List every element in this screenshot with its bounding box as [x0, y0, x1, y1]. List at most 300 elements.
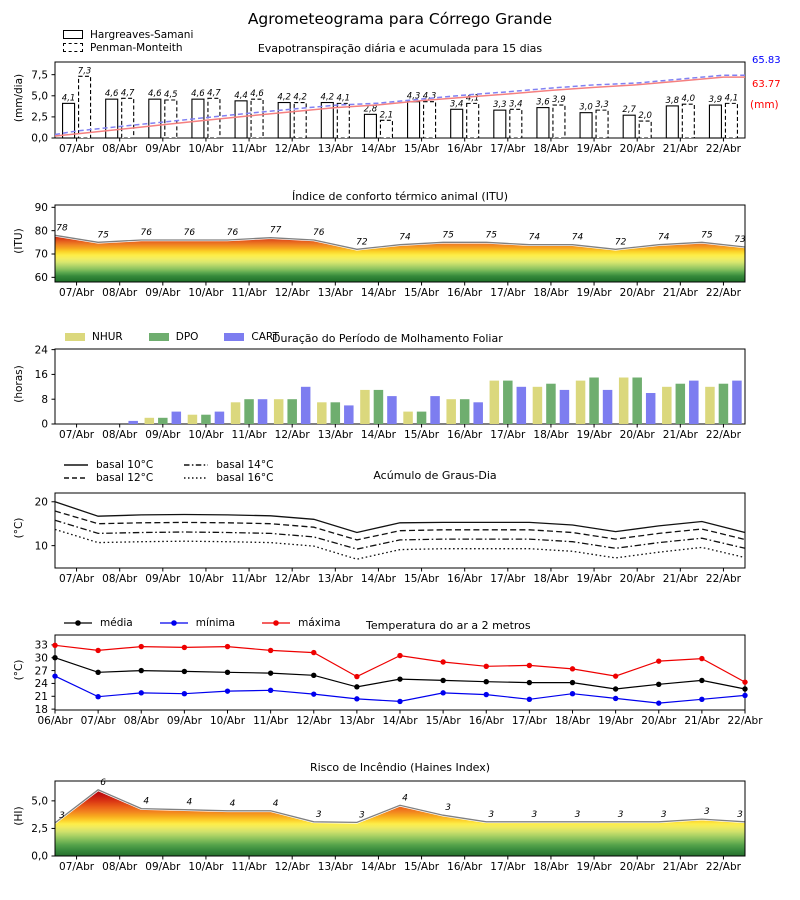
evapo-bar: [278, 103, 290, 138]
svg-text:78: 78: [56, 223, 68, 234]
svg-text:19/Abr: 19/Abr: [598, 715, 634, 727]
evapo-bar: [580, 113, 592, 138]
hargreaves-swatch-icon: [63, 30, 83, 39]
svg-text:3: 3: [737, 809, 743, 820]
molhamento-bar-nhur: [317, 402, 327, 424]
molhamento-bar-nhur: [490, 381, 500, 424]
chart-temperatura-ylabel: (°C): [13, 659, 25, 681]
svg-text:0,0: 0,0: [31, 850, 48, 863]
svg-text:3,3: 3,3: [595, 100, 609, 111]
dashed-line-icon: [63, 473, 89, 483]
svg-text:09/Abr: 09/Abr: [145, 861, 181, 873]
molhamento-bar-cart: [689, 381, 699, 424]
temp-point: [613, 673, 618, 678]
svg-text:73: 73: [734, 235, 746, 245]
molhamento-bar-cart: [344, 405, 354, 424]
svg-text:4,3: 4,3: [406, 91, 421, 102]
evapo-bar: [510, 109, 522, 138]
temp-point: [139, 668, 144, 673]
svg-text:0: 0: [41, 418, 48, 431]
svg-text:13/Abr: 13/Abr: [339, 715, 375, 727]
temp-point: [225, 670, 230, 675]
evapo-bar: [337, 103, 349, 138]
evapo-bar: [380, 120, 392, 138]
chart-itu: [35, 202, 746, 299]
temp-point: [440, 659, 445, 664]
svg-text:24: 24: [34, 678, 48, 691]
temp-point: [699, 678, 704, 683]
temp-point: [570, 680, 575, 685]
svg-text:19/Abr: 19/Abr: [576, 861, 612, 873]
evapo-bar: [537, 108, 549, 138]
svg-text:12/Abr: 12/Abr: [274, 143, 310, 155]
svg-text:14/Abr: 14/Abr: [382, 715, 418, 727]
svg-text:3,3: 3,3: [493, 100, 507, 111]
svg-text:4,2: 4,2: [277, 92, 291, 103]
legend-item-dpo: [149, 331, 199, 343]
svg-text:5,0: 5,0: [31, 90, 48, 103]
svg-text:4,1: 4,1: [724, 93, 739, 104]
svg-text:12/Abr: 12/Abr: [296, 715, 332, 727]
svg-text:18: 18: [34, 703, 48, 716]
temp-point: [613, 696, 618, 701]
molhamento-bar-nhur: [576, 381, 586, 424]
evapo-bar: [79, 76, 91, 138]
temp-point: [742, 679, 747, 684]
svg-text:27: 27: [34, 665, 48, 678]
temp-point: [440, 690, 445, 695]
svg-text:90: 90: [34, 202, 48, 215]
svg-text:16/Abr: 16/Abr: [468, 715, 504, 727]
svg-text:4,1: 4,1: [465, 93, 480, 104]
svg-text:22/Abr: 22/Abr: [727, 715, 763, 727]
chart-evapo-title: Evapotranspiração diária e acumulada para 15 dias: [257, 42, 543, 55]
temp-point: [354, 696, 359, 701]
svg-text:30: 30: [34, 652, 48, 665]
evapo-bar: [494, 110, 506, 138]
temp-point: [52, 643, 57, 648]
legend-item-basal14: [183, 458, 273, 471]
svg-text:3,6: 3,6: [536, 97, 550, 108]
svg-text:12/Abr: 12/Abr: [274, 429, 310, 441]
temp-point: [699, 697, 704, 702]
svg-text:3: 3: [574, 809, 581, 820]
temp-point: [139, 644, 144, 649]
svg-text:15/Abr: 15/Abr: [404, 573, 440, 585]
temp-point: [397, 676, 402, 681]
molhamento-bar-nhur: [360, 390, 370, 424]
svg-text:11/Abr: 11/Abr: [231, 287, 267, 299]
temp-point: [699, 656, 704, 661]
svg-text:08/Abr: 08/Abr: [102, 287, 138, 299]
evapo-bar: [666, 106, 678, 138]
chart-evapo: [31, 62, 745, 155]
legend-label: CART: [251, 331, 279, 343]
svg-text:22/Abr: 22/Abr: [705, 573, 741, 585]
svg-text:17/Abr: 17/Abr: [490, 429, 526, 441]
svg-text:21/Abr: 21/Abr: [662, 143, 698, 155]
chart-temperatura-legend: [63, 617, 341, 629]
temp-point: [440, 678, 445, 683]
cumulative-unit-label: (mm): [750, 99, 779, 111]
svg-text:4,6: 4,6: [104, 89, 119, 100]
svg-text:16/Abr: 16/Abr: [447, 287, 483, 299]
svg-text:20/Abr: 20/Abr: [619, 429, 655, 441]
svg-text:4,6: 4,6: [250, 89, 264, 100]
svg-text:20/Abr: 20/Abr: [619, 573, 655, 585]
temp-point: [182, 669, 187, 674]
svg-text:75: 75: [701, 230, 713, 241]
svg-text:76: 76: [183, 228, 196, 238]
molhamento-bar-cart: [172, 412, 182, 424]
svg-text:75: 75: [485, 230, 497, 241]
evapo-bar: [596, 110, 608, 138]
evapo-bar: [725, 103, 737, 138]
svg-text:21/Abr: 21/Abr: [662, 861, 698, 873]
svg-text:20: 20: [34, 496, 48, 509]
svg-text:06/Abr: 06/Abr: [37, 715, 73, 727]
molhamento-bar-dpo: [374, 390, 384, 424]
evapo-bar: [467, 103, 479, 138]
svg-text:09/Abr: 09/Abr: [166, 715, 202, 727]
svg-text:76: 76: [226, 228, 239, 238]
svg-text:10/Abr: 10/Abr: [188, 861, 224, 873]
svg-text:22/Abr: 22/Abr: [705, 143, 741, 155]
molhamento-bar-dpo: [719, 384, 729, 424]
svg-text:80: 80: [34, 225, 48, 238]
svg-text:7,3: 7,3: [77, 66, 92, 77]
svg-text:07/Abr: 07/Abr: [59, 429, 95, 441]
svg-text:09/Abr: 09/Abr: [145, 429, 181, 441]
svg-text:75: 75: [442, 230, 454, 241]
chart-molhamento-title: Duração do Período de Molhamento Foliar: [272, 332, 503, 345]
svg-text:12/Abr: 12/Abr: [274, 573, 310, 585]
maxima-marker-icon: [261, 618, 291, 628]
evapo-bar: [682, 104, 694, 138]
legend-label: basal 16°C: [216, 471, 274, 484]
svg-text:15/Abr: 15/Abr: [425, 715, 461, 727]
temp-point: [52, 673, 57, 678]
svg-text:4,7: 4,7: [120, 88, 135, 99]
svg-text:3: 3: [59, 810, 65, 821]
evapo-bar: [165, 100, 177, 138]
svg-text:10/Abr: 10/Abr: [188, 429, 224, 441]
temp-point: [311, 691, 316, 696]
graus-line: [55, 520, 745, 549]
molhamento-bar-dpo: [676, 384, 686, 424]
svg-text:4,1: 4,1: [61, 93, 76, 104]
legend-label: NHUR: [92, 331, 123, 343]
legend-label: basal 12°C: [96, 471, 154, 484]
svg-text:2,1: 2,1: [379, 110, 394, 121]
svg-text:21: 21: [34, 690, 48, 703]
legend-item-minima: [159, 617, 235, 629]
svg-text:21/Abr: 21/Abr: [684, 715, 720, 727]
svg-text:14/Abr: 14/Abr: [360, 429, 396, 441]
svg-text:74: 74: [528, 232, 541, 243]
svg-text:16/Abr: 16/Abr: [447, 573, 483, 585]
chart-evapo-legend: [63, 28, 193, 54]
svg-text:14/Abr: 14/Abr: [360, 287, 396, 299]
svg-text:18/Abr: 18/Abr: [533, 573, 569, 585]
temp-point: [95, 648, 100, 653]
temp-point: [484, 692, 489, 697]
svg-text:08/Abr: 08/Abr: [102, 861, 138, 873]
svg-text:0,0: 0,0: [31, 132, 48, 145]
molhamento-bar-dpo: [244, 399, 254, 424]
temp-point: [139, 690, 144, 695]
chart-molhamento: [35, 344, 745, 441]
chart-itu-title: Índice de conforto térmico animal (ITU): [291, 190, 509, 203]
temp-point: [484, 679, 489, 684]
evapo-bar: [709, 105, 721, 138]
graus-line: [55, 502, 745, 533]
temp-point: [95, 694, 100, 699]
svg-text:77: 77: [269, 225, 282, 236]
svg-text:20/Abr: 20/Abr: [619, 143, 655, 155]
nhur-swatch-icon: [65, 333, 85, 341]
svg-text:3: 3: [531, 809, 538, 820]
svg-text:15/Abr: 15/Abr: [404, 429, 440, 441]
svg-text:3,4: 3,4: [509, 99, 523, 110]
legend-label: Hargreaves-Samani: [90, 28, 194, 41]
svg-text:07/Abr: 07/Abr: [59, 573, 95, 585]
svg-text:7,5: 7,5: [31, 69, 48, 82]
svg-text:16/Abr: 16/Abr: [447, 429, 483, 441]
svg-text:4,7: 4,7: [207, 88, 221, 99]
svg-text:15/Abr: 15/Abr: [404, 143, 440, 155]
svg-text:3,9: 3,9: [708, 95, 723, 106]
svg-text:72: 72: [614, 237, 627, 248]
svg-text:4: 4: [402, 793, 408, 804]
legend-label: basal 10°C: [96, 458, 154, 471]
evapo-bar: [451, 109, 463, 138]
svg-text:12/Abr: 12/Abr: [274, 861, 310, 873]
temp-point: [484, 664, 489, 669]
svg-text:21/Abr: 21/Abr: [662, 573, 698, 585]
legend-item-basal16: [183, 471, 273, 484]
legend-label: DPO: [175, 331, 199, 343]
dashdot-line-icon: [183, 460, 209, 470]
molhamento-bar-cart: [215, 412, 225, 424]
molhamento-bar-cart: [473, 402, 483, 424]
svg-text:8: 8: [41, 393, 48, 406]
legend-item-nhur: [65, 331, 123, 343]
molhamento-bar-cart: [517, 387, 527, 424]
svg-text:11/Abr: 11/Abr: [231, 143, 267, 155]
minima-marker-icon: [159, 618, 189, 628]
temp-point: [354, 684, 359, 689]
svg-text:74: 74: [658, 232, 670, 243]
svg-text:20/Abr: 20/Abr: [619, 287, 655, 299]
temp-point: [225, 644, 230, 649]
svg-text:3,8: 3,8: [665, 95, 680, 106]
svg-text:15/Abr: 15/Abr: [404, 287, 440, 299]
chart-haines-ylabel: (HI): [13, 806, 25, 826]
evapo-bar: [235, 101, 247, 138]
molhamento-bar-nhur: [274, 399, 284, 424]
legend-item-penman: [63, 41, 193, 54]
svg-text:4,6: 4,6: [148, 89, 162, 100]
evapo-bar: [623, 115, 635, 138]
svg-text:3: 3: [488, 809, 495, 820]
svg-text:07/Abr: 07/Abr: [59, 287, 95, 299]
penman-cumulative-total: 65.83: [752, 55, 781, 66]
svg-text:19/Abr: 19/Abr: [576, 429, 612, 441]
cart-swatch-icon: [224, 333, 244, 341]
molhamento-bar-dpo: [331, 402, 341, 424]
svg-text:22/Abr: 22/Abr: [705, 429, 741, 441]
molhamento-bar-dpo: [503, 381, 513, 424]
temp-point: [570, 666, 575, 671]
svg-text:3,0: 3,0: [579, 102, 593, 113]
molhamento-bar-dpo: [589, 378, 599, 424]
svg-text:19/Abr: 19/Abr: [576, 573, 612, 585]
svg-text:75: 75: [97, 230, 109, 241]
legend-item-basal12: [63, 471, 153, 484]
temp-point: [311, 650, 316, 655]
svg-text:3: 3: [704, 807, 710, 818]
svg-text:10/Abr: 10/Abr: [188, 143, 224, 155]
chart-temperatura-title: Temperatura do ar a 2 metros: [366, 619, 531, 632]
media-marker-icon: [63, 618, 93, 628]
chart-graus-legend: [63, 458, 273, 484]
svg-text:22/Abr: 22/Abr: [705, 861, 741, 873]
molhamento-bar-nhur: [403, 412, 413, 424]
legend-label: máxima: [298, 617, 341, 629]
molhamento-bar-nhur: [619, 378, 629, 424]
svg-text:60: 60: [34, 272, 48, 285]
svg-text:13/Abr: 13/Abr: [317, 287, 353, 299]
svg-text:5,0: 5,0: [31, 795, 48, 808]
svg-text:14/Abr: 14/Abr: [360, 861, 396, 873]
svg-text:4,1: 4,1: [336, 93, 351, 104]
svg-text:2,5: 2,5: [31, 823, 48, 836]
svg-text:3: 3: [445, 803, 451, 814]
svg-text:4,3: 4,3: [422, 91, 437, 102]
svg-text:20/Abr: 20/Abr: [619, 861, 655, 873]
svg-text:3,9: 3,9: [552, 95, 566, 106]
temp-point: [613, 686, 618, 691]
dpo-swatch-icon: [149, 333, 169, 341]
chart-haines: [31, 778, 745, 873]
svg-text:4,6: 4,6: [191, 89, 205, 100]
svg-text:08/Abr: 08/Abr: [102, 573, 138, 585]
page-title: Agrometeograma para Córrego Grande: [247, 10, 553, 28]
svg-text:18/Abr: 18/Abr: [533, 287, 569, 299]
molhamento-bar-nhur: [446, 399, 456, 424]
svg-text:08/Abr: 08/Abr: [123, 715, 159, 727]
molhamento-bar-cart: [732, 381, 742, 424]
svg-text:10/Abr: 10/Abr: [188, 287, 224, 299]
temp-point: [656, 700, 661, 705]
evapo-bar: [424, 102, 436, 138]
svg-text:18/Abr: 18/Abr: [554, 715, 591, 727]
svg-text:76: 76: [313, 228, 325, 238]
svg-text:18/Abr: 18/Abr: [533, 861, 569, 873]
chart-haines-title: Risco de Incêndio (Haines Index): [309, 761, 491, 774]
graus-line: [55, 529, 745, 559]
svg-text:4,2: 4,2: [293, 92, 307, 103]
svg-text:08/Abr: 08/Abr: [102, 429, 138, 441]
temp-point: [95, 670, 100, 675]
molhamento-bar-cart: [301, 387, 311, 424]
svg-text:74: 74: [571, 232, 584, 243]
temp-point: [656, 682, 661, 687]
molhamento-bar-dpo: [158, 418, 168, 424]
svg-text:3: 3: [359, 810, 365, 821]
svg-text:07/Abr: 07/Abr: [59, 143, 95, 155]
temp-point: [182, 645, 187, 650]
temp-point: [268, 670, 273, 675]
svg-text:3: 3: [660, 809, 667, 820]
svg-text:13/Abr: 13/Abr: [317, 861, 353, 873]
molhamento-bar-dpo: [201, 415, 211, 424]
chart-graus-title: Acúmulo de Graus-Dia: [373, 469, 497, 482]
temp-point: [527, 697, 532, 702]
evapo-bar: [106, 99, 118, 138]
legend-item-media: [63, 617, 133, 629]
svg-text:10/Abr: 10/Abr: [209, 715, 246, 727]
svg-text:4: 4: [272, 798, 279, 809]
molhamento-bar-nhur: [188, 415, 198, 424]
svg-text:4,4: 4,4: [234, 90, 248, 101]
svg-text:20/Abr: 20/Abr: [641, 715, 677, 727]
svg-text:4,0: 4,0: [681, 94, 696, 105]
temp-point: [742, 693, 747, 698]
svg-text:2,0: 2,0: [638, 111, 652, 122]
svg-text:3: 3: [617, 809, 624, 820]
evapo-bar: [408, 102, 420, 138]
molhamento-bar-cart: [646, 393, 656, 424]
chart-graus-ylabel: (°C): [13, 517, 25, 539]
temp-point: [527, 680, 532, 685]
svg-text:08/Abr: 08/Abr: [102, 143, 138, 155]
svg-text:17/Abr: 17/Abr: [490, 143, 526, 155]
molhamento-bar-cart: [430, 396, 440, 424]
molhamento-bar-nhur: [145, 418, 155, 424]
svg-text:16/Abr: 16/Abr: [447, 861, 483, 873]
svg-text:09/Abr: 09/Abr: [145, 287, 181, 299]
molhamento-bar-cart: [128, 421, 138, 424]
svg-text:13/Abr: 13/Abr: [317, 143, 353, 155]
temp-point: [268, 688, 273, 693]
svg-text:76: 76: [140, 228, 152, 238]
molhamento-bar-cart: [387, 396, 397, 424]
svg-text:16: 16: [34, 369, 48, 382]
evapo-bar: [122, 98, 134, 138]
svg-text:6: 6: [100, 777, 106, 788]
molhamento-bar-dpo: [287, 399, 297, 424]
molhamento-bar-dpo: [632, 378, 642, 424]
molhamento-bar-nhur: [231, 402, 241, 424]
legend-item-hargreaves: [63, 28, 193, 41]
temp-point: [182, 691, 187, 696]
dotted-line-icon: [183, 473, 209, 483]
temp-point: [311, 673, 316, 678]
svg-text:3: 3: [315, 809, 322, 820]
molhamento-bar-nhur: [662, 387, 672, 424]
temp-point: [225, 688, 230, 693]
temp-point: [397, 653, 402, 658]
svg-text:09/Abr: 09/Abr: [145, 143, 181, 155]
svg-text:11/Abr: 11/Abr: [231, 573, 267, 585]
svg-text:13/Abr: 13/Abr: [317, 429, 353, 441]
svg-text:11/Abr: 11/Abr: [253, 715, 289, 727]
molhamento-bar-dpo: [460, 399, 470, 424]
svg-text:11/Abr: 11/Abr: [231, 429, 267, 441]
chart-itu-ylabel: (ITU): [13, 228, 25, 254]
